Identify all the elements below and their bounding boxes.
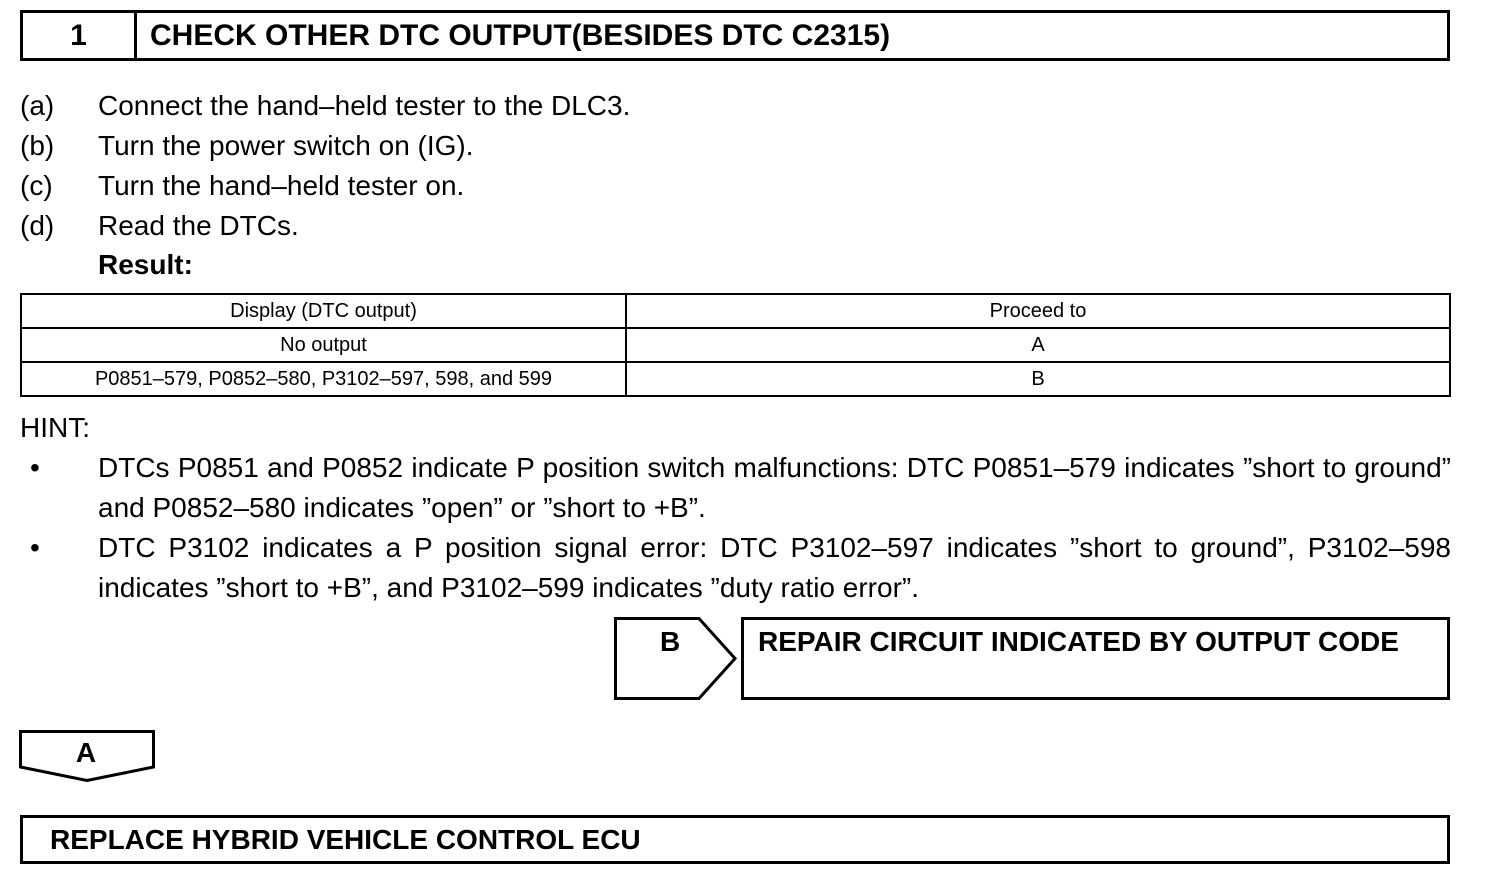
bullet-icon: • [30,532,40,563]
instruction-d [20,208,299,244]
hint-item [20,528,1451,608]
step-header [20,10,1450,61]
table-cell-proceed: B [626,362,1450,396]
result-table [20,293,1451,397]
table-cell-display: No output [21,328,626,362]
result-label: Result: [98,249,193,280]
branch-b-label: B [660,626,681,657]
hint-label: HINT: [20,412,90,443]
repair-circuit-box: REPAIR CIRCUIT INDICATED BY OUTPUT CODE [741,617,1450,700]
instruction-b [20,128,474,164]
table-row [21,328,1450,362]
instruction-letter: (b) [20,130,55,161]
branch-a-label: A [75,737,97,768]
replace-ecu-box: REPLACE HYBRID VEHICLE CONTROL ECU [20,815,1450,864]
table-cell-proceed: A [626,328,1450,362]
table-header-proceed: Proceed to [626,294,1450,328]
table-header-display: Display (DTC output) [21,294,626,328]
hint-text: DTCs P0851 and P0852 indicate P position switch malfunctions: DTC P0851–579 indicates ”short to ground” and P0852–580 indicates ”open” or ”short to +B”. [98,452,1451,523]
bullet-icon: • [30,452,40,483]
instruction-text: Read the DTCs. [98,210,299,241]
instruction-text: Turn the hand–held tester on. [98,170,465,201]
instruction-letter: (a) [20,90,55,121]
instruction-a [20,88,630,124]
hint-text: DTC P3102 indicates a P position signal error: DTC P3102–597 indicates ”short to ground”, P3102–598 indicates ”short to +B”, and P3102–599 indicates ”duty ratio error”. [98,532,1451,603]
instruction-letter: (d) [20,210,55,241]
instruction-c [20,168,464,204]
table-cell-display: P0851–579, P0852–580, P3102–597, 598, and 599 [21,362,626,396]
instruction-letter: (c) [20,170,53,201]
step-number: 1 [23,13,137,58]
table-row [21,362,1450,396]
instruction-text: Turn the power switch on (IG). [98,130,474,161]
step-title: CHECK OTHER DTC OUTPUT(BESIDES DTC C2315) [150,18,891,52]
table-header-row [21,294,1450,328]
hint-item [20,448,1451,528]
instruction-text: Connect the hand–held tester to the DLC3. [98,90,631,121]
